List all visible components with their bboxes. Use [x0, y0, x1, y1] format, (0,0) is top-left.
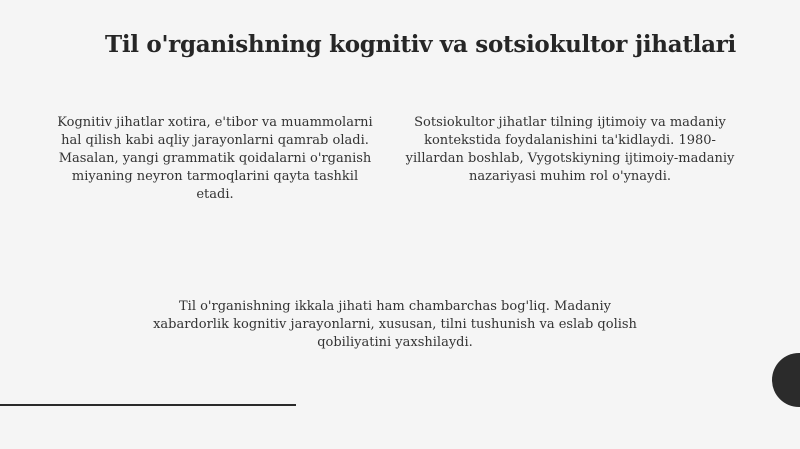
- sociocultural-paragraph: Sotsiokultor jihatlar tilning ijtimoiy va madaniy kontekstida foydalanishini ta'kidlaydi. 1980-yillardan boshlab, Vygotskiyning ijtimoiy-madaniy nazariyasi muhim rol o'ynaydi.: [405, 115, 735, 184]
- conclusion-paragraph: Til o'rganishning ikkala jihati ham chambarchas bog'liq. Madaniy xabardorlik kognitiv jarayonlarni, xususan, tilni tushunish va eslab qolish qobiliyatini yaxshilaydi.: [153, 299, 637, 350]
- slide-title: Til o'rganishning kognitiv va sotsiokultor jihatlari: [105, 31, 736, 58]
- decorative-divider-line: [0, 404, 296, 406]
- decorative-circle: [772, 353, 800, 407]
- cognitive-paragraph: Kognitiv jihatlar xotira, e'tibor va muammolarni hal qilish kabi aqliy jarayonlarni qamrab oladi. Masalan, yangi grammatik qoidalarni o'rganish miyaning neyron tarmoqlarini qayta tashkil etadi.: [57, 115, 373, 202]
